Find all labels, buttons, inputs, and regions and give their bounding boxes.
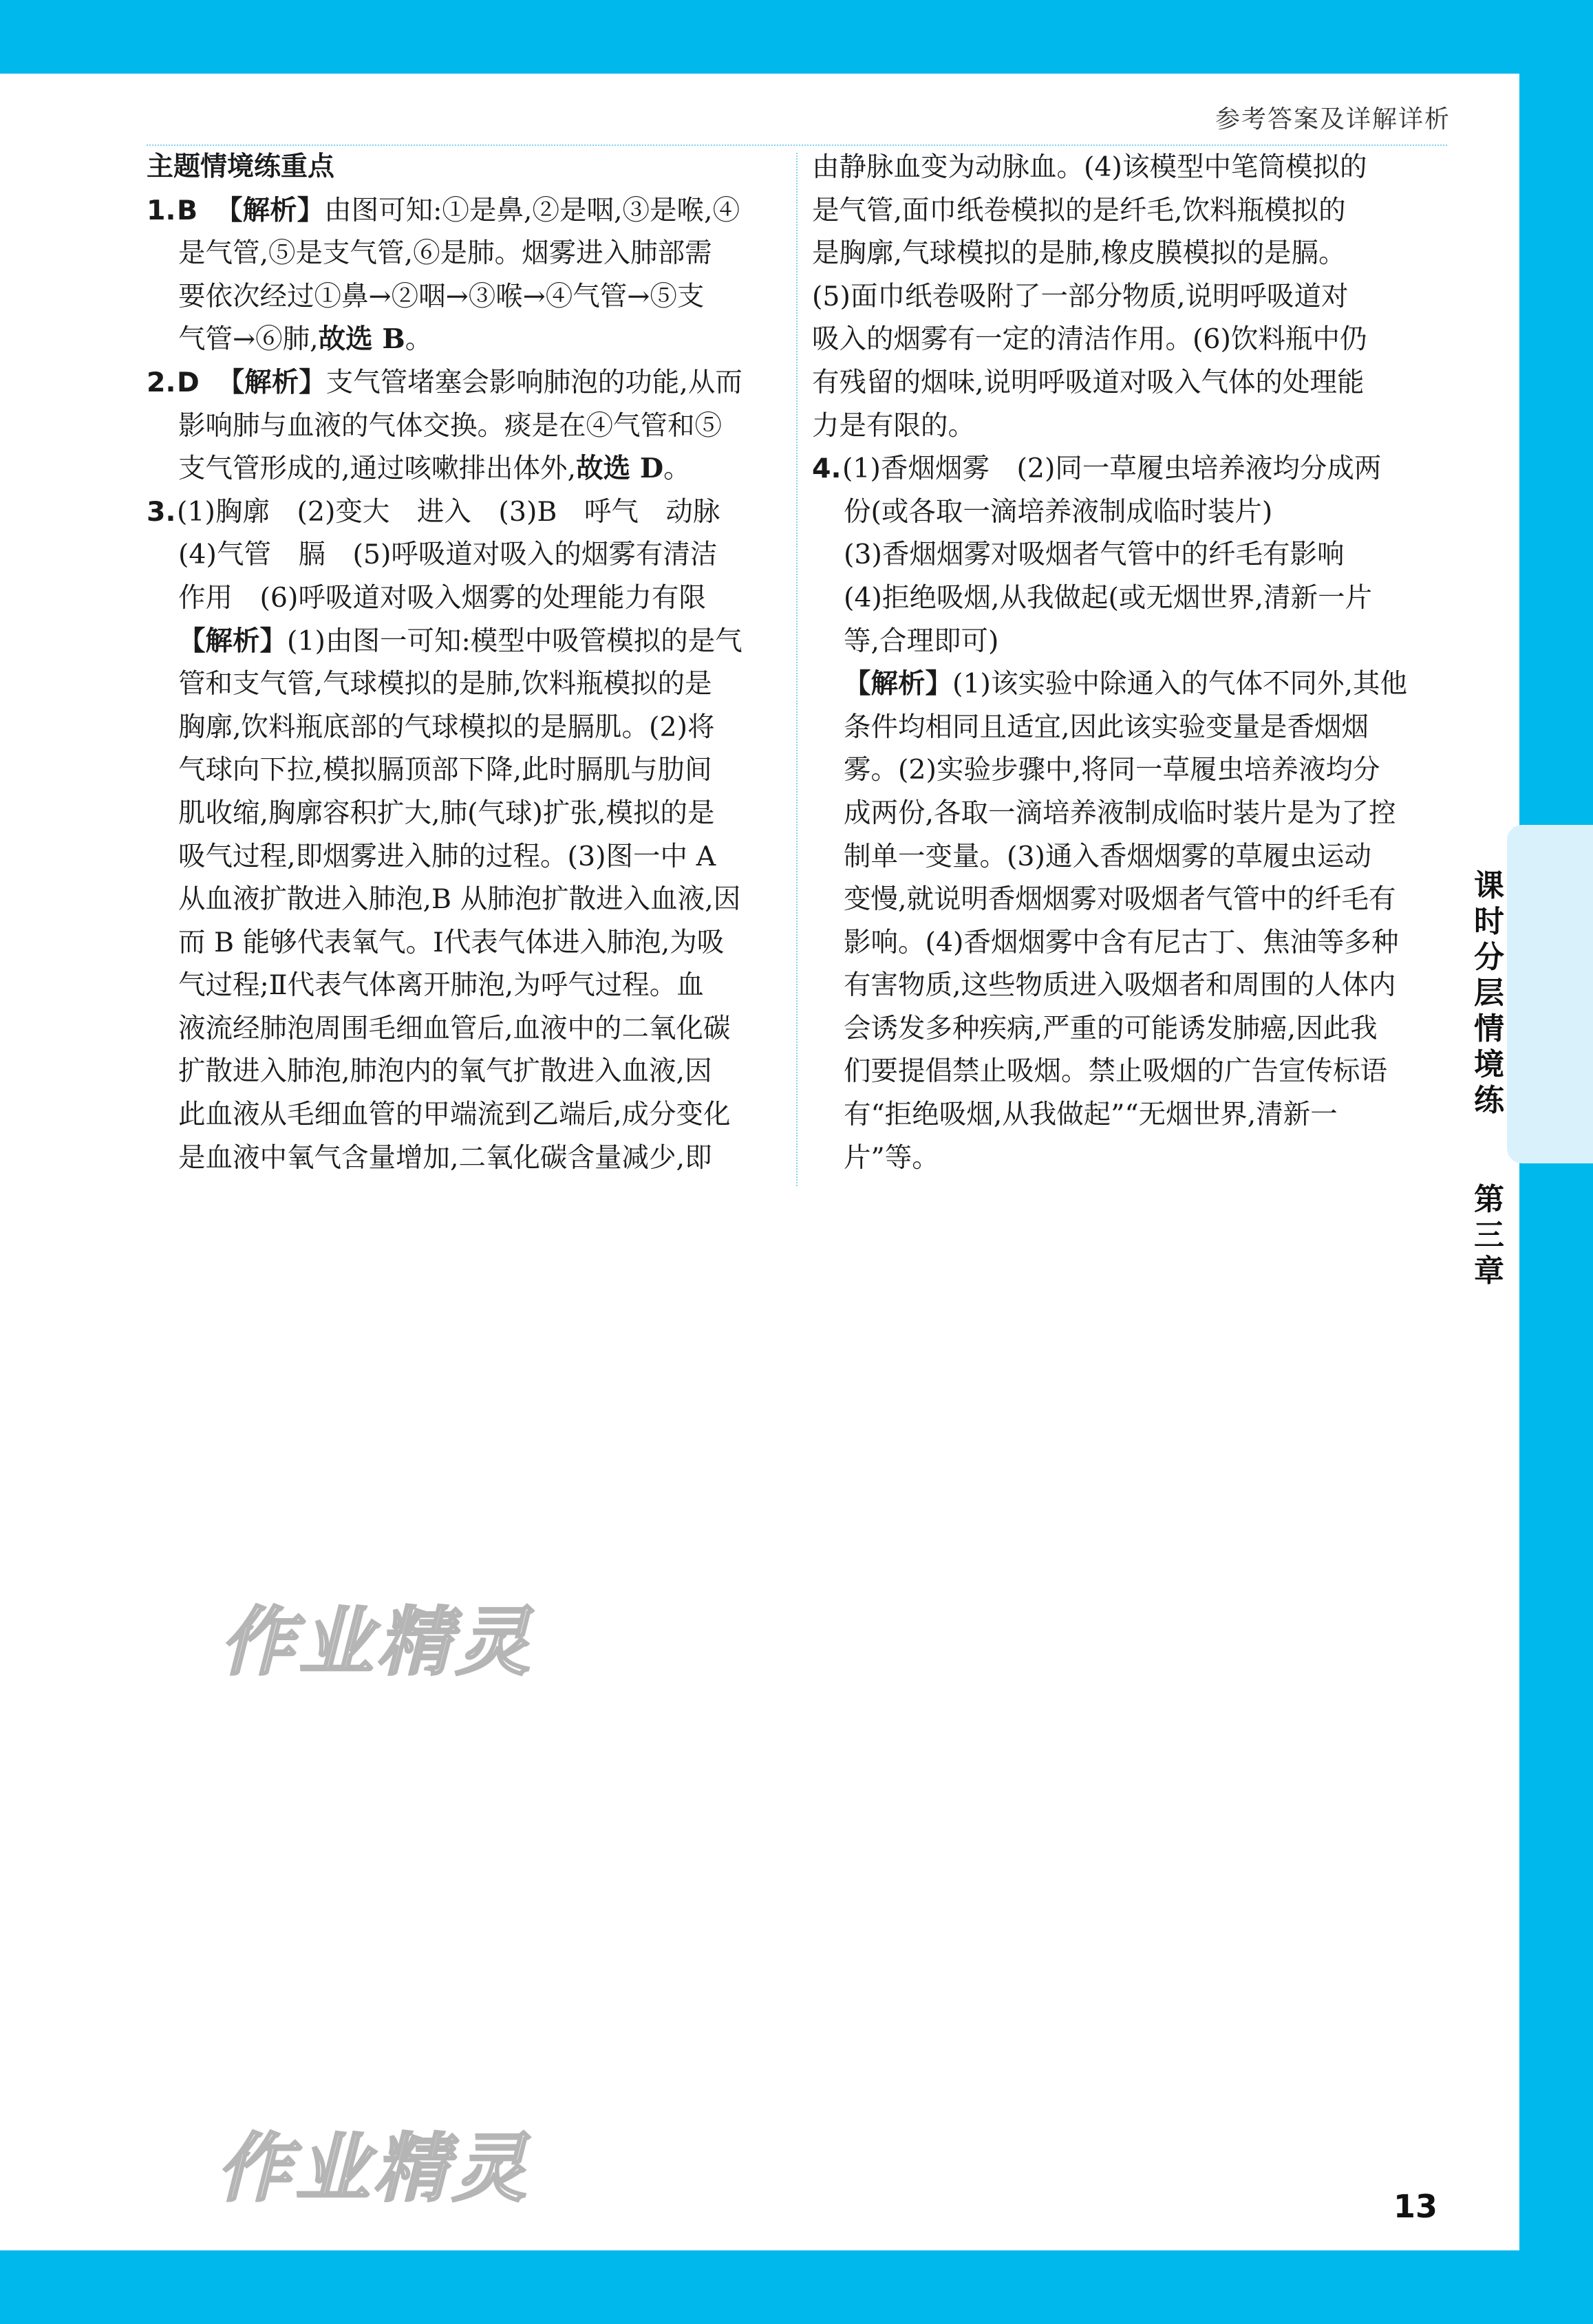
question-2 bbox=[147, 361, 780, 491]
side-tab-label: 课 时 分 层 情 境 练 bbox=[1474, 868, 1504, 1118]
text-line: (5)面巾纸卷吸附了一部分物质,说明呼吸道对 bbox=[812, 280, 1349, 312]
jiexi-label: 【解析】 bbox=[217, 366, 326, 398]
question-1 bbox=[147, 189, 780, 361]
text-line: 是气管,面巾纸卷模拟的是纤毛,饮料瓶模拟的 bbox=[812, 194, 1346, 226]
text-line: 影响。(4)香烟烟雾中含有尼古丁、焦油等多种 bbox=[844, 926, 1399, 958]
text-line: 雾。(2)实验步骤中,将同一草履虫培养液均分 bbox=[844, 754, 1380, 786]
jiexi-label: 【解析】 bbox=[178, 625, 287, 657]
column-divider bbox=[796, 153, 798, 1186]
chapter-label: 第 三 章 bbox=[1474, 1182, 1504, 1289]
text-line: 是胸廓,气球模拟的是肺,橡皮膜模拟的是膈。 bbox=[812, 237, 1346, 270]
answer-line: (1)胸廓 (2)变大 进入 (3)B 呼气 动脉 bbox=[177, 495, 720, 528]
answer-line: 作用 (6)呼吸道对吸入烟雾的处理能力有限 bbox=[178, 581, 706, 614]
text-line: 而 B 能够代表氧气。Ⅰ代表气体进入肺泡,为吸 bbox=[178, 926, 725, 958]
text-line: 有害物质,这些物质进入吸烟者和周围的人体内 bbox=[844, 969, 1396, 1002]
text-line: 条件均相同且适宜,因此该实验变量是香烟烟 bbox=[844, 711, 1369, 743]
question-number: 1. bbox=[147, 194, 176, 226]
question-number: 4. bbox=[812, 453, 842, 485]
watermark-logo: 作业精灵 bbox=[220, 1600, 535, 1686]
question-4 bbox=[812, 447, 1448, 1179]
answer-letter: D bbox=[177, 366, 200, 398]
answer-line: (4)气管 膈 (5)呼吸道对吸入的烟雾有清洁 bbox=[178, 539, 718, 571]
conclusion: 故选 B bbox=[318, 323, 405, 356]
text-line: (1)该实验中除通入的气体不同外,其他 bbox=[952, 668, 1408, 700]
left-column bbox=[147, 146, 780, 1179]
watermark-logo: 作业精灵 bbox=[217, 2126, 531, 2212]
text-line: 有残留的烟味,说明呼吸道对吸入气体的处理能 bbox=[812, 366, 1365, 398]
jiexi-label: 【解析】 bbox=[215, 194, 325, 226]
text-line: 由静脉血变为动脉血。(4)该模型中笔筒模拟的 bbox=[812, 151, 1367, 183]
answer-line: 份(或各取一滴培养液制成临时装片) bbox=[844, 495, 1273, 528]
answer-letter: B bbox=[177, 194, 198, 226]
answer-line: (4)拒绝吸烟,从我做起(或无烟世界,清新一片 bbox=[844, 581, 1372, 614]
text-line: 胸廓,饮料瓶底部的气球模拟的是膈肌。(2)将 bbox=[178, 711, 715, 743]
conclusion: 故选 D bbox=[576, 453, 664, 485]
text-line: (1)由图一可知:模型中吸管模拟的是气 bbox=[287, 625, 742, 657]
text-line: 影响肺与血液的气体交换。痰是在④气管和⑤ bbox=[178, 409, 722, 442]
text-line: 扩散进入肺泡,肺泡内的氧气扩散进入血液,因 bbox=[178, 1055, 712, 1088]
punct: 。 bbox=[405, 323, 433, 356]
text-line: 支气管形成的,通过咳嗽排出体外, bbox=[178, 453, 577, 485]
text-line: 是血液中氧气含量增加,二氧化碳含量减少,即 bbox=[178, 1141, 712, 1174]
text-line: 片”等。 bbox=[844, 1141, 939, 1174]
side-tab bbox=[1507, 825, 1593, 1163]
text-line: 支气管堵塞会影响肺泡的功能,从而 bbox=[325, 366, 742, 398]
text-line: 成两份,各取一滴培养液制成临时装片是为了控 bbox=[844, 797, 1396, 829]
header-title: 参考答案及详解详析 bbox=[1215, 105, 1451, 133]
text-line: 要依次经过①鼻→②咽→③喉→④气管→⑤支 bbox=[178, 280, 705, 312]
text-line: 气过程;Ⅱ代表气体离开肺泡,为呼气过程。血 bbox=[178, 969, 704, 1002]
text-line: 吸入的烟雾有一定的清洁作用。(6)饮料瓶中仍 bbox=[812, 323, 1367, 356]
text-line: 们要提倡禁止吸烟。禁止吸烟的广告宣传标语 bbox=[844, 1055, 1387, 1088]
text-line: 气球向下拉,模拟膈顶部下降,此时膈肌与肋间 bbox=[178, 754, 712, 786]
text-line: 液流经肺泡周围毛细血管后,血液中的二氧化碳 bbox=[178, 1012, 731, 1044]
question-3-continued bbox=[812, 146, 1448, 447]
answer-line: (1)香烟烟雾 (2)同一草履虫培养液均分成两 bbox=[842, 453, 1382, 485]
text-line: 是气管,⑤是支气管,⑥是肺。烟雾进入肺部需 bbox=[178, 237, 712, 270]
text-line: 由图可知:①是鼻,②是咽,③是喉,④ bbox=[324, 194, 740, 226]
text-line: 此血液从毛细血管的甲端流到乙端后,成分变化 bbox=[178, 1099, 731, 1131]
text-line: 管和支气管,气球模拟的是肺,饮料瓶模拟的是 bbox=[178, 668, 712, 700]
answer-line: (3)香烟烟雾对吸烟者气管中的纤毛有影响 bbox=[844, 539, 1345, 571]
punct: 。 bbox=[663, 453, 691, 485]
page-number: 13 bbox=[1393, 2188, 1438, 2225]
text-line: 变慢,就说明香烟烟雾对吸烟者气管中的纤毛有 bbox=[844, 883, 1396, 916]
text-line: 肌收缩,胸廓容积扩大,肺(气球)扩张,模拟的是 bbox=[178, 797, 715, 829]
text-line: 气管→⑥肺, bbox=[178, 323, 319, 356]
text-line: 会诱发多种疾病,严重的可能诱发肺癌,因此我 bbox=[844, 1012, 1378, 1044]
text-line: 吸气过程,即烟雾进入肺的过程。(3)图一中 A bbox=[178, 840, 716, 872]
question-number: 2. bbox=[147, 366, 176, 398]
text-line: 力是有限的。 bbox=[812, 409, 975, 442]
text-line: 有“拒绝吸烟,从我做起”“无烟世界,清新一 bbox=[844, 1099, 1338, 1131]
right-column bbox=[812, 146, 1448, 1179]
answer-line: 等,合理即可) bbox=[844, 625, 999, 657]
text-line: 从血液扩散进入肺泡,B 从肺泡扩散进入血液,因 bbox=[178, 883, 741, 916]
jiexi-label: 【解析】 bbox=[844, 668, 952, 700]
text-line: 制单一变量。(3)通入香烟烟雾的草履虫运动 bbox=[844, 840, 1371, 872]
question-3 bbox=[147, 491, 780, 1180]
question-number: 3. bbox=[147, 495, 176, 528]
section-title: 主题情境练重点 bbox=[147, 151, 335, 182]
